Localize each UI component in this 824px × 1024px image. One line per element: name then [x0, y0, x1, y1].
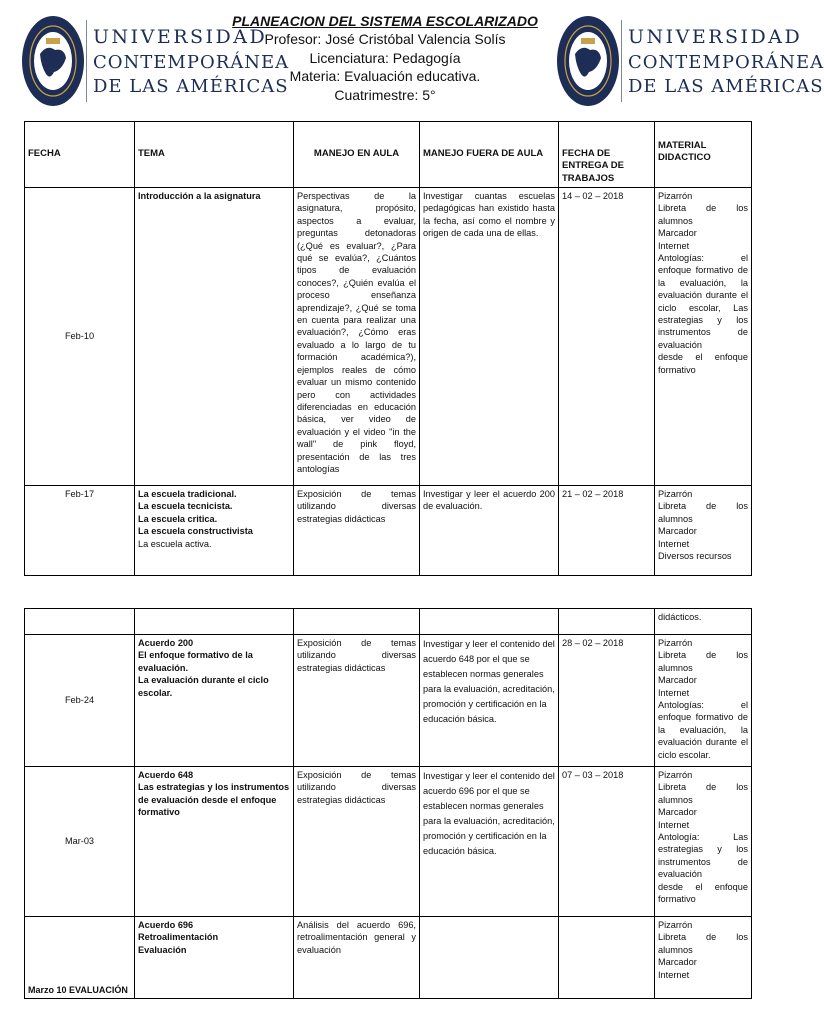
row-aula: Exposición de temas utilizando diversas estrategias didácticas: [294, 767, 420, 917]
header-manejo-aula: MANEJO EN AULA: [294, 122, 420, 188]
material-item: Libreta de los alumnos: [658, 782, 748, 805]
material-item: Internet: [658, 240, 690, 251]
material-item: Libreta de los alumnos: [658, 203, 748, 226]
row-fecha: Feb-17: [25, 486, 135, 576]
row-entrega: 28 – 02 – 2018: [559, 635, 655, 767]
material-item: Marcador: [658, 957, 697, 968]
table-row-continuation: [25, 609, 752, 635]
material-item: Antología: Las estrategias y los instrumentos de evaluación: [658, 832, 748, 880]
row-fecha: Feb-10: [25, 188, 135, 486]
university-seal-icon: [555, 14, 621, 108]
row-aula: Análisis del acuerdo 696, retroalimentación general y evaluación: [294, 917, 420, 999]
logo-line-3: DE LAS AMÉRICAS: [93, 76, 289, 97]
tema-line: La escuela constructivista: [138, 526, 253, 537]
logo-line-2: CONTEMPORÁNEA: [93, 52, 290, 73]
table-row: [25, 188, 752, 486]
row-tema: [135, 767, 294, 917]
tema-line: Acuerdo 200: [138, 638, 194, 648]
document-header: [215, 12, 555, 104]
table-header-row: [25, 122, 752, 188]
material-item: Antologías: el enfoque formativo de la evaluación, la evaluación durante el ciclo escolar.: [658, 700, 748, 760]
row-tema: [135, 635, 294, 767]
row-fecha: Mar-03: [25, 767, 135, 917]
row-material: [655, 635, 752, 767]
tema-line: La evaluación durante el ciclo escolar.: [138, 675, 269, 698]
row-material: [655, 188, 752, 486]
cuatrimestre-line: Cuatrimestre: 5°: [334, 86, 436, 103]
row-tema: [135, 188, 294, 486]
document-title: PLANEACION DEL SISTEMA ESCOLARIZADO: [232, 13, 538, 29]
materia-line: Materia: Evaluación educativa.: [289, 68, 481, 84]
row-fecha: Feb-24: [25, 635, 135, 767]
row-aula: Perspectivas de la asignatura, propósito, aspectos a evaluar, preguntas detonadoras (¿Qué es evaluar?, ¿Para qué se evalúa?, ¿Cuántos tipos de evaluación conoces?, ¿Quién evalúa el proceso enseñanza aprendizaje?, ¿Qué se toma en cuenta para realizar una evaluación?, ¿Cómo eras evaluado a lo largo de tu formación académica?), ejemplos reales de cómo evaluar un mismo contenido pero con actividades diferenciadas en educación básica, ver video de evaluación y el video "in the wall" de pink floyd, presentación de las tres antologías: [294, 188, 420, 486]
material-item: Libreta de los alumnos: [658, 932, 748, 955]
material-item: Pizarrón: [658, 191, 693, 201]
material-item: Pizarrón: [658, 770, 693, 780]
row-tema: [135, 486, 294, 576]
tema-line: Evaluación: [138, 944, 187, 955]
tema-line: La escuela tecnicista.: [138, 501, 233, 512]
material-item: Marcador: [658, 675, 697, 686]
row-fuera: Investigar y leer el acuerdo 200 de evaluación.: [420, 486, 559, 576]
tema-line: Retroalimentación: [138, 932, 219, 943]
material-item: Marcador: [658, 807, 697, 818]
logo-line-1: UNIVERSIDAD: [93, 26, 268, 48]
row-aula: Exposición de temas utilizando diversas estrategias didácticas: [294, 486, 420, 576]
tema-line: El enfoque formativo de la evaluación.: [138, 650, 253, 673]
row-entrega: 21 – 02 – 2018: [559, 486, 655, 576]
row-fecha: Marzo 10 EVALUACIÓN: [25, 917, 135, 999]
row-material: didácticos.: [655, 609, 752, 635]
header-tema: TEMA: [135, 122, 294, 188]
header-material: MATERIAL DIDACTICO: [655, 122, 752, 188]
tema-line: La escuela tradicional.: [138, 489, 237, 499]
logo-line-3: DE LAS AMÉRICAS: [628, 76, 824, 97]
material-item: Internet: [658, 687, 690, 698]
table-row: [25, 635, 752, 767]
material-item: Pizarrón: [658, 489, 693, 499]
tema-line: Acuerdo 696: [138, 920, 194, 930]
header-fecha: FECHA: [25, 122, 135, 188]
table-row: [25, 486, 752, 576]
row-entrega: 14 – 02 – 2018: [559, 188, 655, 486]
tema-line: La escuela activa.: [138, 538, 212, 549]
row-fuera: Investigar y leer el contenido del acuerdo 696 por el que se establecen normas generales para la evaluación, acreditación, promoción y certificación en la educación básica.: [420, 767, 559, 917]
licenciatura-line: Licenciatura: Pedagogía: [309, 49, 461, 66]
material-item: desde el enfoque formativo: [658, 352, 748, 375]
material-item: Pizarrón: [658, 920, 693, 930]
university-seal-icon: [20, 14, 86, 108]
material-item: Antologías: el enfoque formativo de la evaluación, la evaluación durante el ciclo escolar, Las estrategias y los instrumentos de evaluación: [658, 253, 748, 350]
material-item: Pizarrón: [658, 638, 693, 648]
profesor-line: Profesor: José Cristóbal Valencia Solís: [264, 31, 506, 47]
material-item: Libreta de los alumnos: [658, 650, 748, 673]
table-row: [25, 767, 752, 917]
planning-table-page-1: [24, 121, 752, 576]
tema-line: Las estrategias y los instrumentos de evaluación desde el enfoque formativo: [138, 782, 290, 818]
table-row: [25, 917, 752, 999]
row-fuera: Investigar cuantas escuelas pedagógicas han existido hasta la fecha, así como el nombre y origen de cada una de ellas.: [420, 188, 559, 486]
row-fuera: Investigar y leer el contenido del acuerdo 648 por el que se establecen normas generales para la evaluación, acreditación, promoción y certificación en la educación básica.: [420, 635, 559, 767]
material-item: Libreta de los alumnos: [658, 501, 748, 524]
material-item: Internet: [658, 538, 690, 549]
tema-line: Acuerdo 648: [138, 770, 194, 780]
row-material: [655, 917, 752, 999]
tema-line: Introducción a la asignatura: [138, 191, 261, 201]
row-aula: Exposición de temas utilizando diversas estrategias didácticas: [294, 635, 420, 767]
row-material: [655, 767, 752, 917]
material-item: Internet: [658, 969, 690, 980]
tema-line: La escuela critica.: [138, 513, 218, 524]
row-fuera: [420, 917, 559, 999]
material-item: Internet: [658, 819, 690, 830]
row-tema: [135, 917, 294, 999]
header-fecha-entrega: FECHA DE ENTREGA DE TRABAJOS: [559, 122, 655, 188]
material-item: Marcador: [658, 228, 697, 239]
row-material: [655, 486, 752, 576]
header-manejo-fuera: MANEJO FUERA DE AULA: [420, 122, 559, 188]
material-item: Diversos recursos: [658, 551, 732, 562]
material-item: desde el enfoque formativo: [658, 881, 748, 905]
planning-table-page-2: [24, 608, 752, 999]
university-logo-right: [555, 14, 824, 110]
logo-line-1: UNIVERSIDAD: [628, 26, 803, 48]
material-item: Marcador: [658, 526, 697, 537]
university-logo-left: [20, 14, 290, 110]
logo-line-2: CONTEMPORÁNEA: [628, 52, 824, 73]
row-entrega: [559, 917, 655, 999]
row-entrega: 07 – 03 – 2018: [559, 767, 655, 917]
